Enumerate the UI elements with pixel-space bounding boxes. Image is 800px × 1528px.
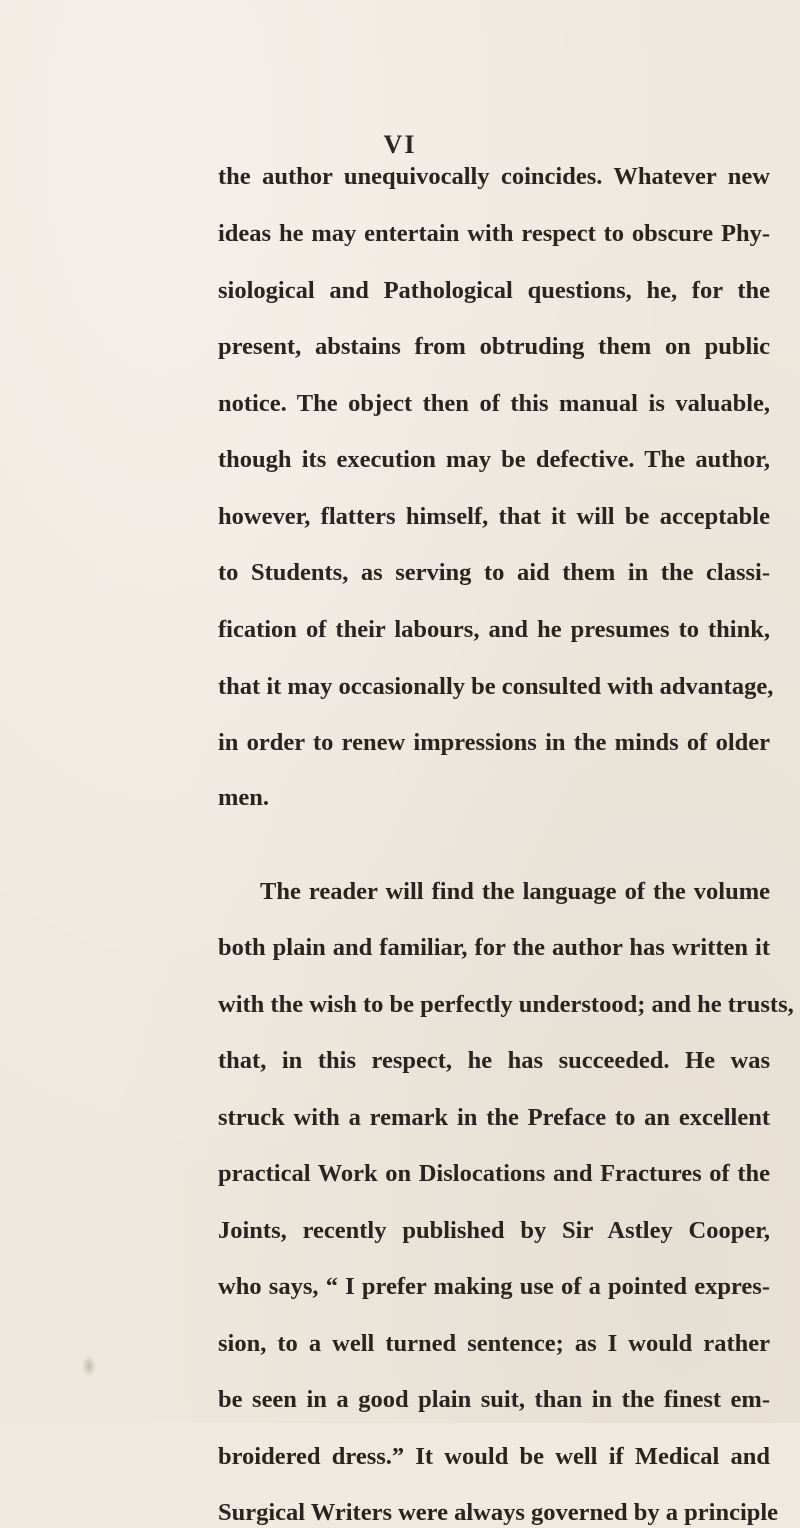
text-line: with the wish to be perfectly understood; and he trusts, — [218, 991, 794, 1018]
text-line: notice. The object then of this manual is valuable, — [218, 390, 770, 417]
text-line: fication of their labours, and he presumes to think, — [218, 616, 770, 643]
text-line: that it may occasionally be consulted with advantage, — [218, 673, 774, 700]
text-line: practical Work on Dislocations and Fractures of the — [218, 1160, 770, 1187]
text-line: broidered dress.” It would be well if Medical and — [218, 1443, 770, 1470]
paper-smudge — [82, 1355, 96, 1377]
text-line: though its execution may be defective. The author, — [218, 446, 770, 473]
text-line: Joints, recently published by Sir Astley Cooper, — [218, 1217, 770, 1244]
text-line: sion, to a well turned sentence; as I would rather — [218, 1330, 770, 1357]
page-number: VI — [383, 130, 417, 159]
text-line: present, abstains from obtruding them on public — [218, 333, 770, 360]
text-line: The reader will find the language of the volume — [260, 878, 770, 905]
text-line: that, in this respect, he has succeeded. He was — [218, 1047, 770, 1074]
text-line: both plain and familiar, for the author has written it — [218, 934, 770, 961]
text-line: who says, “ I prefer making use of a pointed expres- — [218, 1273, 770, 1300]
text-line: to Students, as serving to aid them in the classi- — [218, 559, 770, 586]
text-line: however, flatters himself, that it will be acceptable — [218, 503, 770, 530]
text-line: siological and Pathological questions, he, for the — [218, 277, 770, 304]
text-line: be seen in a good plain suit, than in the finest em- — [218, 1386, 770, 1413]
text-line: struck with a remark in the Preface to an excellent — [218, 1104, 770, 1131]
text-line: Surgical Writers were always governed by a principle — [218, 1499, 779, 1526]
text-line: men. — [218, 784, 270, 811]
text-line: in order to renew impressions in the minds of older — [218, 729, 770, 756]
text-line: ideas he may entertain with respect to obscure Phy- — [218, 220, 770, 247]
text-line: the author unequivocally coincides. Whatever new — [218, 163, 770, 190]
